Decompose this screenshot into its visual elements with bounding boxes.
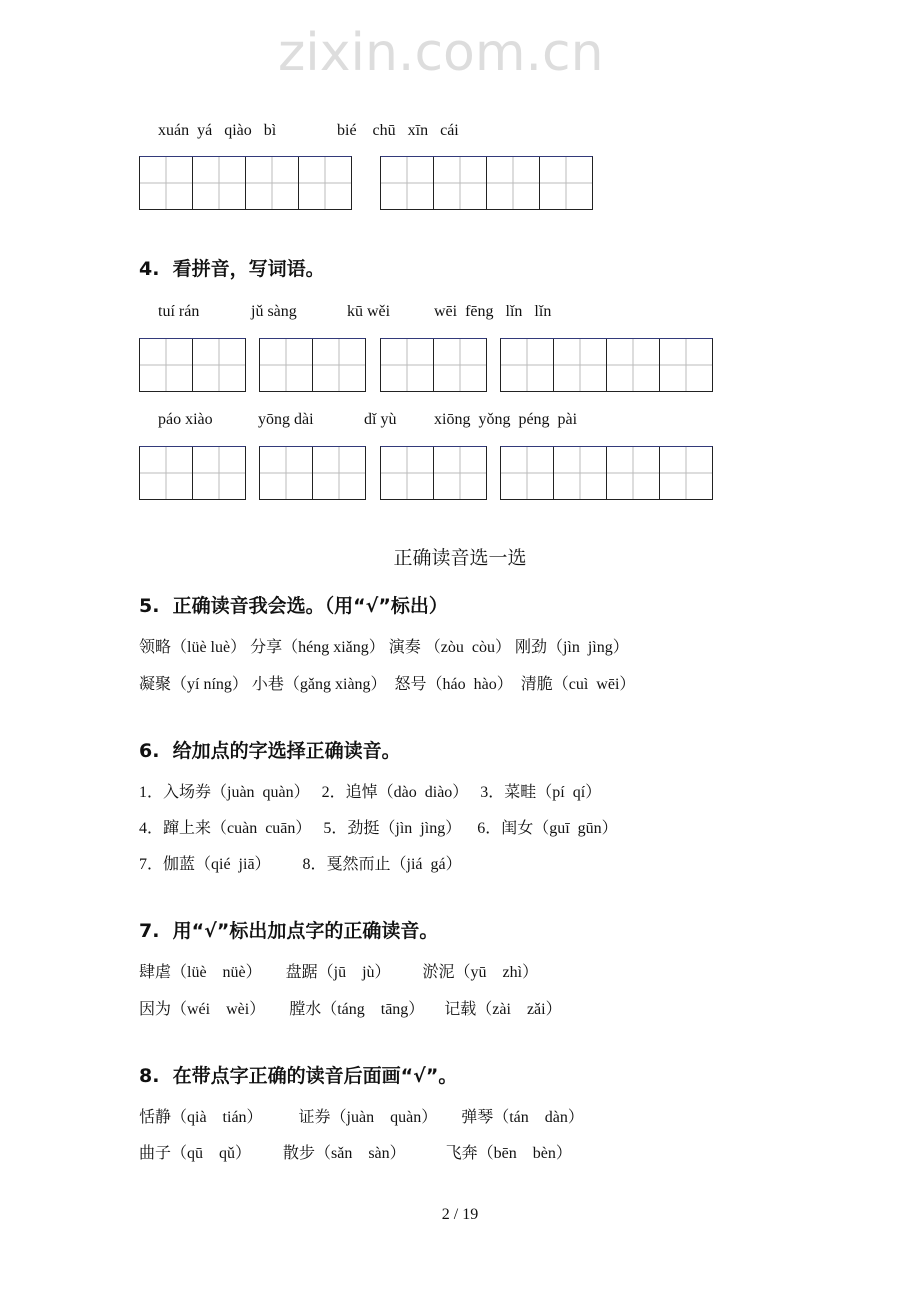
question-6-line: 1．入场券（juàn quàn） 2．追悼（dào diào） 3．菜畦（pí qí） xyxy=(139,784,602,801)
pinyin-prompt: bié chū xīn cái xyxy=(337,122,459,139)
writing-grid[interactable] xyxy=(380,338,487,392)
writing-grid[interactable] xyxy=(139,338,246,392)
pinyin-prompt: kū wěi xyxy=(347,303,391,320)
question-4-title: 4. 看拼音，写词语。 xyxy=(139,258,325,280)
question-8-line: 恬静（qià tián） 证券（juàn quàn） 弹琴（tán dàn） xyxy=(139,1109,584,1126)
pinyin-prompt: yōng dài xyxy=(258,411,314,428)
page-number: 2 / 19 xyxy=(441,1206,479,1223)
question-6-title: 6. 给加点的字选择正确读音。 xyxy=(139,740,401,762)
writing-grid[interactable] xyxy=(500,338,713,392)
writing-grid[interactable] xyxy=(259,446,366,500)
question-5-title: 5. 正确读音我会选。（用“√”标出） xyxy=(139,595,448,617)
writing-grid[interactable] xyxy=(139,446,246,500)
question-7-title: 7. 用“√”标出加点字的正确读音。 xyxy=(139,920,439,942)
question-8-title: 8. 在带点字正确的读音后面画“√”。 xyxy=(139,1065,458,1087)
question-5-line: 领略（lüè luè） 分享（héng xiǎng） 演奏 （zòu còu） 刚劲（jìn jìng） xyxy=(139,639,629,656)
question-6-line: 7．伽蓝（qié jiā） 8．戛然而止（jiá gá） xyxy=(139,856,462,873)
question-5-line: 凝聚（yí níng） 小巷（gǎng xiàng） 怒号（háo hào） 清脆（cuì wēi） xyxy=(139,676,636,693)
pinyin-prompt: jǔ sàng xyxy=(251,303,297,320)
writing-grid[interactable] xyxy=(380,446,487,500)
question-7-line: 因为（wéi wèi） 膛水（táng tāng） 记载（zài zǎi） xyxy=(139,1001,562,1018)
section-title: 正确读音选一选 xyxy=(393,547,527,569)
pinyin-prompt: dǐ yù xyxy=(364,411,397,428)
writing-grid[interactable] xyxy=(259,338,366,392)
pinyin-prompt: wēi fēng lǐn lǐn xyxy=(434,303,552,320)
watermark: zixin.com.cn xyxy=(278,23,604,83)
writing-grid[interactable] xyxy=(500,446,713,500)
pinyin-prompt: páo xiào xyxy=(158,411,213,428)
question-7-line: 肆虐（lüè nüè） 盘踞（jū jù） 淤泥（yū zhì） xyxy=(139,964,539,981)
question-8-line: 曲子（qū qǔ） 散步（sǎn sàn） 飞奔（bēn bèn） xyxy=(139,1145,572,1162)
pinyin-prompt: xiōng yǒng péng pài xyxy=(434,411,578,428)
writing-grid[interactable] xyxy=(139,156,352,210)
question-6-line: 4．蹿上来（cuàn cuān） 5．劲挺（jìn jìng） 6．闺女（guī gūn） xyxy=(139,820,618,837)
pinyin-prompt: tuí rán xyxy=(158,303,200,320)
pinyin-prompt: xuán yá qiào bì xyxy=(158,122,277,139)
writing-grid[interactable] xyxy=(380,156,593,210)
